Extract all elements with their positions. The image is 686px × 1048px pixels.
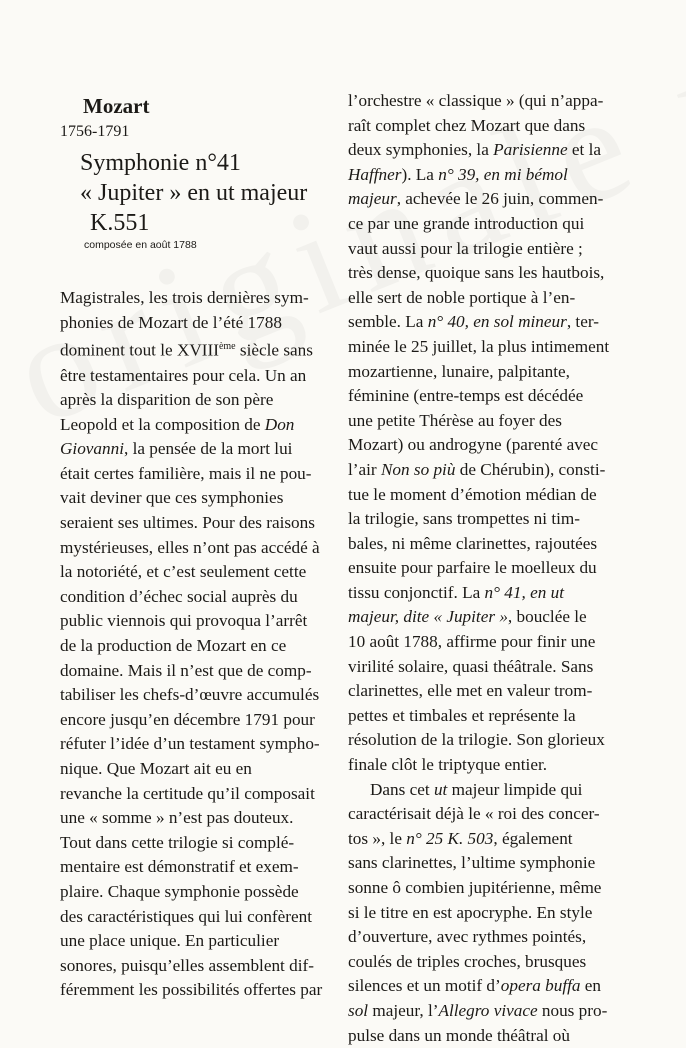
text-line: d’ouverture, avec rythmes pointés,: [348, 927, 587, 947]
text-line: dominent tout le XVIIIème siècle sans: [60, 340, 313, 360]
text-line: très dense, quoique sans les hautbois,: [348, 263, 605, 283]
text-line: silences et un motif d’opera buffa en: [348, 976, 602, 996]
text-line: réfuter l’idée d’un testament sympho-: [60, 734, 320, 754]
text-line: Giovanni, la pensée de la mort lui: [60, 439, 293, 459]
text-line: féminine (entre-temps est décédée: [348, 386, 584, 406]
text-line: mentaire est démonstratif et exem-: [60, 857, 299, 877]
text-line: vaut aussi pour la trilogie entière ;: [348, 238, 583, 258]
left-body-text: [60, 286, 340, 1003]
text-line: Dans cet ut majeur limpide qui: [370, 779, 583, 799]
text-line: la trilogie, sans trompettes ni tim-: [348, 509, 580, 529]
text-line: après la disparition de son père: [60, 390, 274, 410]
text-line: être testamentaires pour cela. Un an: [60, 365, 307, 385]
title-line-3: K.551: [90, 210, 150, 236]
text-line: une petite Thérèse au foyer des: [348, 410, 562, 430]
text-line: l’orchestre « classique » (qui n’appa-: [348, 91, 604, 110]
text-line: caractérisait déjà le « roi des concer-: [348, 804, 600, 824]
text-line: vait deviner que ces symphonies: [60, 488, 284, 508]
right-column: [348, 89, 623, 1048]
text-line: plaire. Chaque symphonie possède: [60, 881, 299, 901]
composition-date: composée en août 1788: [84, 239, 197, 251]
text-line: elle sert de noble portique à l’en-: [348, 287, 576, 307]
text-line: sonne ô combien jupitérienne, même: [348, 878, 602, 897]
text-line: une « somme » n’est pas douteux.: [60, 808, 294, 828]
text-line: condition d’échec social auprès du: [60, 586, 298, 606]
text-line: pulse dans un monde théâtral où: [348, 1025, 570, 1045]
text-line: bales, ni même clarinettes, rajoutées: [348, 533, 598, 553]
text-line: public viennois qui provoqua l’arrêt: [60, 611, 308, 631]
text-line: virilité solaire, quasi théâtrale. Sans: [348, 656, 594, 676]
text-line: tabiliser les chefs-d’œuvre accumulés: [60, 685, 320, 705]
text-line: 10 août 1788, affirme pour finir une: [348, 632, 596, 652]
text-line: mozartienne, lunaire, palpitante,: [348, 361, 570, 381]
text-line: pettes et timbales et représente la: [348, 705, 576, 725]
text-line: sans clarinettes, l’ultime symphonie: [348, 853, 596, 873]
text-line: Haffner). La n° 39, en mi bémol: [348, 164, 568, 184]
composer-dates: 1756-1791: [60, 123, 130, 140]
text-line: raît complet chez Mozart que dans: [348, 115, 586, 135]
text-line: deux symphonies, la Parisienne et la: [348, 140, 601, 160]
text-line: Mozart) ou androgyne (parenté avec: [348, 435, 599, 455]
text-line: clarinettes, elle met en valeur trom-: [348, 681, 593, 701]
text-line: Tout dans cette trilogie si complé-: [60, 832, 295, 852]
text-line: revanche la certitude qu’il composait: [60, 783, 315, 803]
text-line: ce par une grande introduction qui: [348, 213, 585, 233]
text-line: si le titre en est apocryphe. En style: [348, 902, 593, 922]
title-line-2: « Jupiter » en ut majeur: [80, 180, 308, 206]
text-line: encore jusqu’en décembre 1791 pour: [60, 709, 315, 729]
title-line-1: Symphonie n°41: [80, 150, 241, 176]
text-line: l’air Non so più de Chérubin), consti-: [348, 459, 606, 479]
text-line: tos », le n° 25 K. 503, également: [348, 828, 573, 848]
text-line: majeur, dite « Jupiter », bouclée le: [348, 607, 587, 627]
text-line: semble. La n° 40, en sol mineur, ter-: [348, 312, 599, 332]
text-line: seraient ses ultimes. Pour des raisons: [60, 513, 315, 533]
text-line: la notoriété, et c’est seulement cette: [60, 562, 307, 582]
text-line: Magistrales, les trois dernières sym-: [60, 288, 309, 307]
text-line: féremment les possibilités offertes par: [60, 980, 323, 1000]
text-line: sol majeur, l’Allegro vivace nous pro-: [348, 1000, 608, 1020]
text-line: minée le 25 juillet, la plus intimement: [348, 336, 610, 356]
text-line: ensuite pour parfaire le moelleux du: [348, 558, 597, 578]
text-line: finale clôt le triptyque entier.: [348, 755, 548, 775]
composer-name: Mozart: [83, 94, 150, 118]
text-line: des caractéristiques qui lui confèrent: [60, 906, 312, 926]
text-line: tue le moment d’émotion médian de: [348, 484, 597, 504]
text-line: de la production de Mozart en ce: [60, 636, 287, 656]
text-line: coulés de triples croches, brusques: [348, 951, 587, 971]
text-line: résolution de la trilogie. Son glorieux: [348, 730, 605, 750]
right-body-text: [348, 89, 623, 1048]
text-line: nique. Que Mozart ait eu en: [60, 759, 252, 779]
text-line: majeur, achevée le 26 juin, commen-: [348, 189, 604, 209]
text-line: tissu conjonctif. La n° 41, en ut: [348, 582, 564, 602]
text-line: une place unique. En particulier: [60, 931, 280, 951]
text-line: était certes familière, mais il ne pou-: [60, 463, 312, 483]
text-line: mystérieuses, elles n’ont pas accédé à: [60, 537, 320, 557]
text-line: sonores, puisqu’elles assemblent dif-: [60, 955, 314, 975]
text-line: phonies de Mozart de l’été 1788: [60, 312, 282, 332]
left-column: [60, 84, 340, 1003]
text-line: Leopold et la composition de Don: [60, 414, 295, 434]
text-line: domaine. Mais il n’est que de comp-: [60, 660, 312, 680]
work-title: [80, 148, 340, 238]
